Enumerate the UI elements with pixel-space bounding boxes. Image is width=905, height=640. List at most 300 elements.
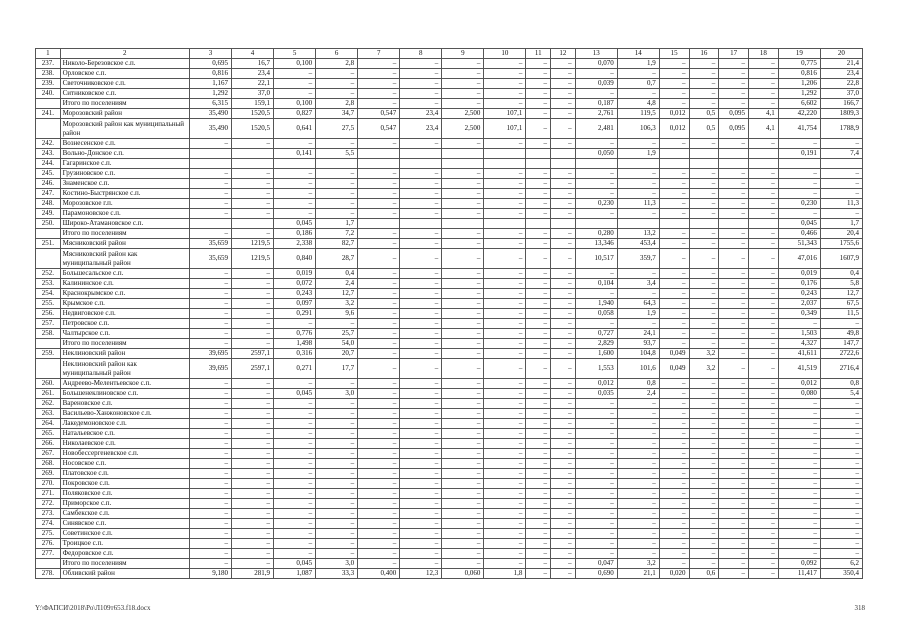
value-cell: –	[400, 339, 442, 349]
value-cell: 147,7	[820, 339, 862, 349]
value-cell: –	[484, 269, 526, 279]
value-cell: 22,8	[820, 79, 862, 89]
row-number-cell: 259.	[36, 349, 61, 359]
value-cell: –	[689, 539, 719, 549]
value-cell: –	[442, 349, 484, 359]
value-cell	[659, 219, 689, 229]
value-cell: 0,047	[575, 559, 617, 569]
value-cell: –	[274, 449, 316, 459]
value-cell: –	[689, 479, 719, 489]
value-cell: –	[719, 339, 749, 349]
value-cell: –	[820, 449, 862, 459]
value-cell: –	[551, 329, 576, 339]
value-cell: 359,7	[617, 249, 659, 269]
value-cell: –	[442, 329, 484, 339]
value-cell: –	[231, 549, 273, 559]
value-cell: 0,690	[575, 569, 617, 579]
value-cell	[689, 159, 719, 169]
value-cell: 5,5	[316, 149, 358, 159]
value-cell: –	[316, 489, 358, 499]
value-cell: –	[316, 519, 358, 529]
value-cell: –	[617, 189, 659, 199]
value-cell: –	[442, 409, 484, 419]
value-cell: –	[551, 389, 576, 399]
value-cell: –	[749, 339, 779, 349]
table-row	[36, 189, 863, 199]
value-cell: 0,230	[778, 199, 820, 209]
value-cell: –	[659, 299, 689, 309]
value-cell: –	[400, 449, 442, 459]
value-cell: –	[442, 339, 484, 349]
value-cell: –	[575, 289, 617, 299]
value-cell: 0,035	[575, 389, 617, 399]
table-row	[36, 139, 863, 149]
value-cell: –	[189, 479, 231, 489]
value-cell: 0,271	[274, 359, 316, 379]
value-cell: –	[551, 199, 576, 209]
value-cell: –	[719, 349, 749, 359]
table-row	[36, 359, 863, 379]
value-cell: –	[526, 79, 551, 89]
value-cell: –	[274, 79, 316, 89]
value-cell: –	[778, 449, 820, 459]
value-cell: 0,187	[575, 99, 617, 109]
value-cell: 1607,9	[820, 249, 862, 269]
value-cell: –	[526, 69, 551, 79]
value-cell: –	[400, 499, 442, 509]
header-cell: 6	[316, 49, 358, 59]
value-cell: –	[358, 269, 400, 279]
name-cell: Носовское с.п.	[60, 459, 189, 469]
value-cell: –	[778, 529, 820, 539]
value-cell: –	[400, 349, 442, 359]
value-cell: –	[617, 269, 659, 279]
value-cell: –	[719, 399, 749, 409]
value-cell: –	[689, 429, 719, 439]
table-row	[36, 539, 863, 549]
value-cell: 0,816	[778, 69, 820, 79]
value-cell: 3,4	[617, 279, 659, 289]
value-cell: –	[189, 529, 231, 539]
value-cell: 4,1	[749, 119, 779, 139]
value-cell: –	[526, 489, 551, 499]
value-cell: 9,6	[316, 309, 358, 319]
name-cell: Итого по поселениям	[60, 559, 189, 569]
value-cell: –	[189, 309, 231, 319]
value-cell: –	[749, 69, 779, 79]
value-cell: –	[689, 399, 719, 409]
value-cell: –	[231, 419, 273, 429]
value-cell: –	[526, 209, 551, 219]
value-cell: –	[358, 289, 400, 299]
value-cell: –	[689, 299, 719, 309]
value-cell: –	[689, 199, 719, 209]
value-cell: –	[820, 429, 862, 439]
value-cell: –	[749, 329, 779, 339]
value-cell: 39,695	[189, 359, 231, 379]
value-cell: –	[400, 509, 442, 519]
value-cell: –	[442, 529, 484, 539]
value-cell: –	[689, 139, 719, 149]
value-cell: –	[551, 469, 576, 479]
value-cell: –	[575, 439, 617, 449]
value-cell: –	[617, 539, 659, 549]
value-cell: –	[400, 399, 442, 409]
row-number-cell: 246.	[36, 179, 61, 189]
value-cell: –	[778, 459, 820, 469]
value-cell: –	[189, 509, 231, 519]
value-cell: –	[659, 89, 689, 99]
value-cell: 0,019	[778, 269, 820, 279]
table-row	[36, 419, 863, 429]
value-cell: –	[749, 509, 779, 519]
value-cell: –	[400, 249, 442, 269]
value-cell: –	[719, 319, 749, 329]
value-cell: 0,049	[659, 349, 689, 359]
row-number-cell: 266.	[36, 439, 61, 449]
value-cell: 37,0	[231, 89, 273, 99]
value-cell: –	[820, 509, 862, 519]
row-number-cell: 257.	[36, 319, 61, 329]
value-cell: –	[189, 329, 231, 339]
value-cell: –	[659, 469, 689, 479]
table-row	[36, 229, 863, 239]
value-cell: 12,7	[820, 289, 862, 299]
value-cell: –	[659, 329, 689, 339]
value-cell: –	[689, 559, 719, 569]
value-cell: –	[231, 489, 273, 499]
value-cell: 0,6	[689, 569, 719, 579]
row-number-cell: 270.	[36, 479, 61, 489]
value-cell: –	[749, 429, 779, 439]
value-cell: –	[526, 239, 551, 249]
value-cell	[659, 159, 689, 169]
value-cell: –	[659, 269, 689, 279]
value-cell: 2,8	[316, 99, 358, 109]
value-cell: –	[484, 199, 526, 209]
value-cell: –	[820, 189, 862, 199]
value-cell: –	[358, 319, 400, 329]
value-cell: –	[659, 309, 689, 319]
value-cell: –	[617, 209, 659, 219]
value-cell: –	[442, 169, 484, 179]
value-cell: –	[526, 199, 551, 209]
value-cell	[358, 159, 400, 169]
value-cell: 7,2	[316, 229, 358, 239]
row-number-cell: 265.	[36, 429, 61, 439]
value-cell: –	[617, 449, 659, 459]
value-cell: –	[551, 379, 576, 389]
value-cell: –	[820, 529, 862, 539]
value-cell: –	[719, 89, 749, 99]
table-row	[36, 319, 863, 329]
value-cell: –	[820, 539, 862, 549]
value-cell: 0,176	[778, 279, 820, 289]
value-cell: –	[575, 449, 617, 459]
value-cell: 3,2	[689, 359, 719, 379]
value-cell: 3,2	[689, 349, 719, 359]
value-cell: –	[274, 479, 316, 489]
value-cell: 4,327	[778, 339, 820, 349]
value-cell: –	[659, 249, 689, 269]
value-cell: –	[526, 309, 551, 319]
value-cell: –	[189, 489, 231, 499]
value-cell: –	[231, 429, 273, 439]
value-cell: –	[575, 469, 617, 479]
value-cell: –	[442, 239, 484, 249]
value-cell: –	[231, 539, 273, 549]
value-cell: 33,3	[316, 569, 358, 579]
value-cell	[551, 159, 576, 169]
value-cell: –	[442, 299, 484, 309]
value-cell: 0,280	[575, 229, 617, 239]
value-cell: –	[749, 189, 779, 199]
value-cell	[526, 159, 551, 169]
value-cell: –	[820, 169, 862, 179]
value-cell: 0,019	[274, 269, 316, 279]
value-cell: –	[274, 139, 316, 149]
value-cell: –	[231, 519, 273, 529]
row-number-cell: 260.	[36, 379, 61, 389]
row-number-cell: 272.	[36, 499, 61, 509]
value-cell: –	[749, 89, 779, 99]
value-cell: –	[659, 189, 689, 199]
value-cell: –	[659, 379, 689, 389]
value-cell: 0,141	[274, 149, 316, 159]
value-cell: 107,1	[484, 109, 526, 119]
name-cell: Синявское с.п.	[60, 519, 189, 529]
name-cell: Итого по поселениям	[60, 339, 189, 349]
value-cell: –	[617, 319, 659, 329]
value-cell: –	[231, 389, 273, 399]
value-cell: 12,7	[316, 289, 358, 299]
value-cell: –	[526, 319, 551, 329]
value-cell: –	[575, 499, 617, 509]
value-cell: 0,727	[575, 329, 617, 339]
value-cell: –	[442, 269, 484, 279]
name-cell: Обливский район	[60, 569, 189, 579]
value-cell: –	[358, 359, 400, 379]
header-cell: 10	[484, 49, 526, 59]
value-cell: –	[551, 399, 576, 409]
value-cell: –	[719, 279, 749, 289]
value-cell: –	[689, 519, 719, 529]
name-cell: Широко-Атамановское с.п.	[60, 219, 189, 229]
value-cell: –	[526, 229, 551, 239]
value-cell: –	[719, 479, 749, 489]
value-cell: –	[316, 89, 358, 99]
value-cell: –	[526, 419, 551, 429]
value-cell: –	[689, 329, 719, 339]
value-cell: –	[316, 539, 358, 549]
value-cell: 1520,5	[231, 119, 273, 139]
value-cell: –	[189, 379, 231, 389]
value-cell: –	[689, 529, 719, 539]
value-cell: –	[551, 549, 576, 559]
value-cell: –	[484, 289, 526, 299]
name-cell: Ситниковское с.п.	[60, 89, 189, 99]
name-cell: Вольно-Донское с.п.	[60, 149, 189, 159]
value-cell: –	[484, 389, 526, 399]
value-cell: 17,7	[316, 359, 358, 379]
row-number-cell	[36, 359, 61, 379]
value-cell	[551, 149, 576, 159]
value-cell: –	[484, 469, 526, 479]
row-number-cell: 271.	[36, 489, 61, 499]
value-cell: –	[749, 539, 779, 549]
value-cell: –	[189, 459, 231, 469]
value-cell	[719, 149, 749, 159]
value-cell	[617, 159, 659, 169]
value-cell: –	[778, 439, 820, 449]
value-cell: –	[749, 569, 779, 579]
value-cell: –	[400, 189, 442, 199]
value-cell: –	[719, 459, 749, 469]
value-cell: –	[358, 59, 400, 69]
value-cell: –	[526, 99, 551, 109]
row-number-cell: 277.	[36, 549, 61, 559]
value-cell: 21,1	[617, 569, 659, 579]
value-cell: 0,291	[274, 309, 316, 319]
value-cell: 64,3	[617, 299, 659, 309]
name-cell: Большенеклиновское с.п.	[60, 389, 189, 399]
row-number-cell: 268.	[36, 459, 61, 469]
value-cell: –	[358, 69, 400, 79]
value-cell: 1,503	[778, 329, 820, 339]
value-cell: –	[189, 429, 231, 439]
value-cell: –	[551, 429, 576, 439]
value-cell: –	[617, 459, 659, 469]
value-cell: –	[659, 279, 689, 289]
value-cell: –	[274, 319, 316, 329]
value-cell	[400, 149, 442, 159]
value-cell: –	[749, 469, 779, 479]
value-cell: –	[526, 269, 551, 279]
value-cell	[400, 219, 442, 229]
value-cell: 0,080	[778, 389, 820, 399]
value-cell: –	[442, 139, 484, 149]
value-cell: –	[316, 209, 358, 219]
value-cell: 47,016	[778, 249, 820, 269]
value-cell: 22,1	[231, 79, 273, 89]
value-cell: –	[551, 439, 576, 449]
value-cell: –	[484, 429, 526, 439]
value-cell: 0,8	[617, 379, 659, 389]
value-cell: –	[617, 479, 659, 489]
value-cell: –	[484, 509, 526, 519]
value-cell: –	[617, 409, 659, 419]
value-cell: –	[316, 419, 358, 429]
name-cell: Гагаринское с.п.	[60, 159, 189, 169]
value-cell: –	[551, 229, 576, 239]
value-cell: –	[575, 419, 617, 429]
value-cell	[749, 149, 779, 159]
value-cell: –	[551, 239, 576, 249]
value-cell: –	[442, 99, 484, 109]
value-cell: –	[689, 69, 719, 79]
value-cell: –	[400, 89, 442, 99]
value-cell: –	[820, 499, 862, 509]
value-cell: 39,695	[189, 349, 231, 359]
value-cell: –	[316, 429, 358, 439]
value-cell: –	[719, 139, 749, 149]
value-cell: –	[575, 409, 617, 419]
value-cell: 41,519	[778, 359, 820, 379]
value-cell: –	[659, 399, 689, 409]
value-cell: –	[400, 269, 442, 279]
value-cell: –	[231, 399, 273, 409]
value-cell: –	[719, 559, 749, 569]
row-number-cell: 262.	[36, 399, 61, 409]
value-cell: 0,095	[719, 109, 749, 119]
value-cell: –	[689, 239, 719, 249]
value-cell: –	[617, 139, 659, 149]
value-cell: –	[749, 299, 779, 309]
value-cell: –	[551, 519, 576, 529]
value-cell: –	[358, 459, 400, 469]
value-cell: –	[617, 69, 659, 79]
value-cell: –	[316, 479, 358, 489]
value-cell: –	[689, 269, 719, 279]
table-row	[36, 209, 863, 219]
value-cell: –	[617, 469, 659, 479]
header-cell: 2	[60, 49, 189, 59]
value-cell: 23,4	[231, 69, 273, 79]
value-cell: –	[719, 309, 749, 319]
value-cell: –	[400, 429, 442, 439]
value-cell: –	[231, 179, 273, 189]
value-cell: –	[484, 379, 526, 389]
value-cell: –	[274, 509, 316, 519]
row-number-cell: 278.	[36, 569, 61, 579]
value-cell: –	[617, 529, 659, 539]
value-cell: –	[719, 439, 749, 449]
value-cell	[231, 159, 273, 169]
value-cell: –	[778, 489, 820, 499]
name-cell: Неклиновский район	[60, 349, 189, 359]
value-cell: –	[659, 519, 689, 529]
value-cell	[575, 159, 617, 169]
value-cell: –	[551, 489, 576, 499]
value-cell: –	[484, 399, 526, 409]
value-cell: –	[484, 249, 526, 269]
value-cell: –	[659, 319, 689, 329]
value-cell: –	[442, 79, 484, 89]
value-cell: 35,490	[189, 109, 231, 119]
value-cell	[316, 159, 358, 169]
value-cell: –	[442, 249, 484, 269]
value-cell: –	[659, 539, 689, 549]
value-cell: –	[526, 399, 551, 409]
value-cell: 67,5	[820, 299, 862, 309]
value-cell: 42,220	[778, 109, 820, 119]
value-cell: –	[719, 509, 749, 519]
value-cell: –	[749, 519, 779, 529]
value-cell: –	[778, 469, 820, 479]
value-cell: 1809,3	[820, 109, 862, 119]
value-cell: –	[358, 479, 400, 489]
value-cell: 3,0	[316, 389, 358, 399]
value-cell	[526, 219, 551, 229]
value-cell: 0,012	[659, 119, 689, 139]
value-cell: –	[189, 519, 231, 529]
value-cell: –	[778, 139, 820, 149]
value-cell: –	[719, 379, 749, 389]
header-cell: 14	[617, 49, 659, 59]
value-cell	[231, 149, 273, 159]
value-cell: –	[400, 489, 442, 499]
header-cell: 4	[231, 49, 273, 59]
